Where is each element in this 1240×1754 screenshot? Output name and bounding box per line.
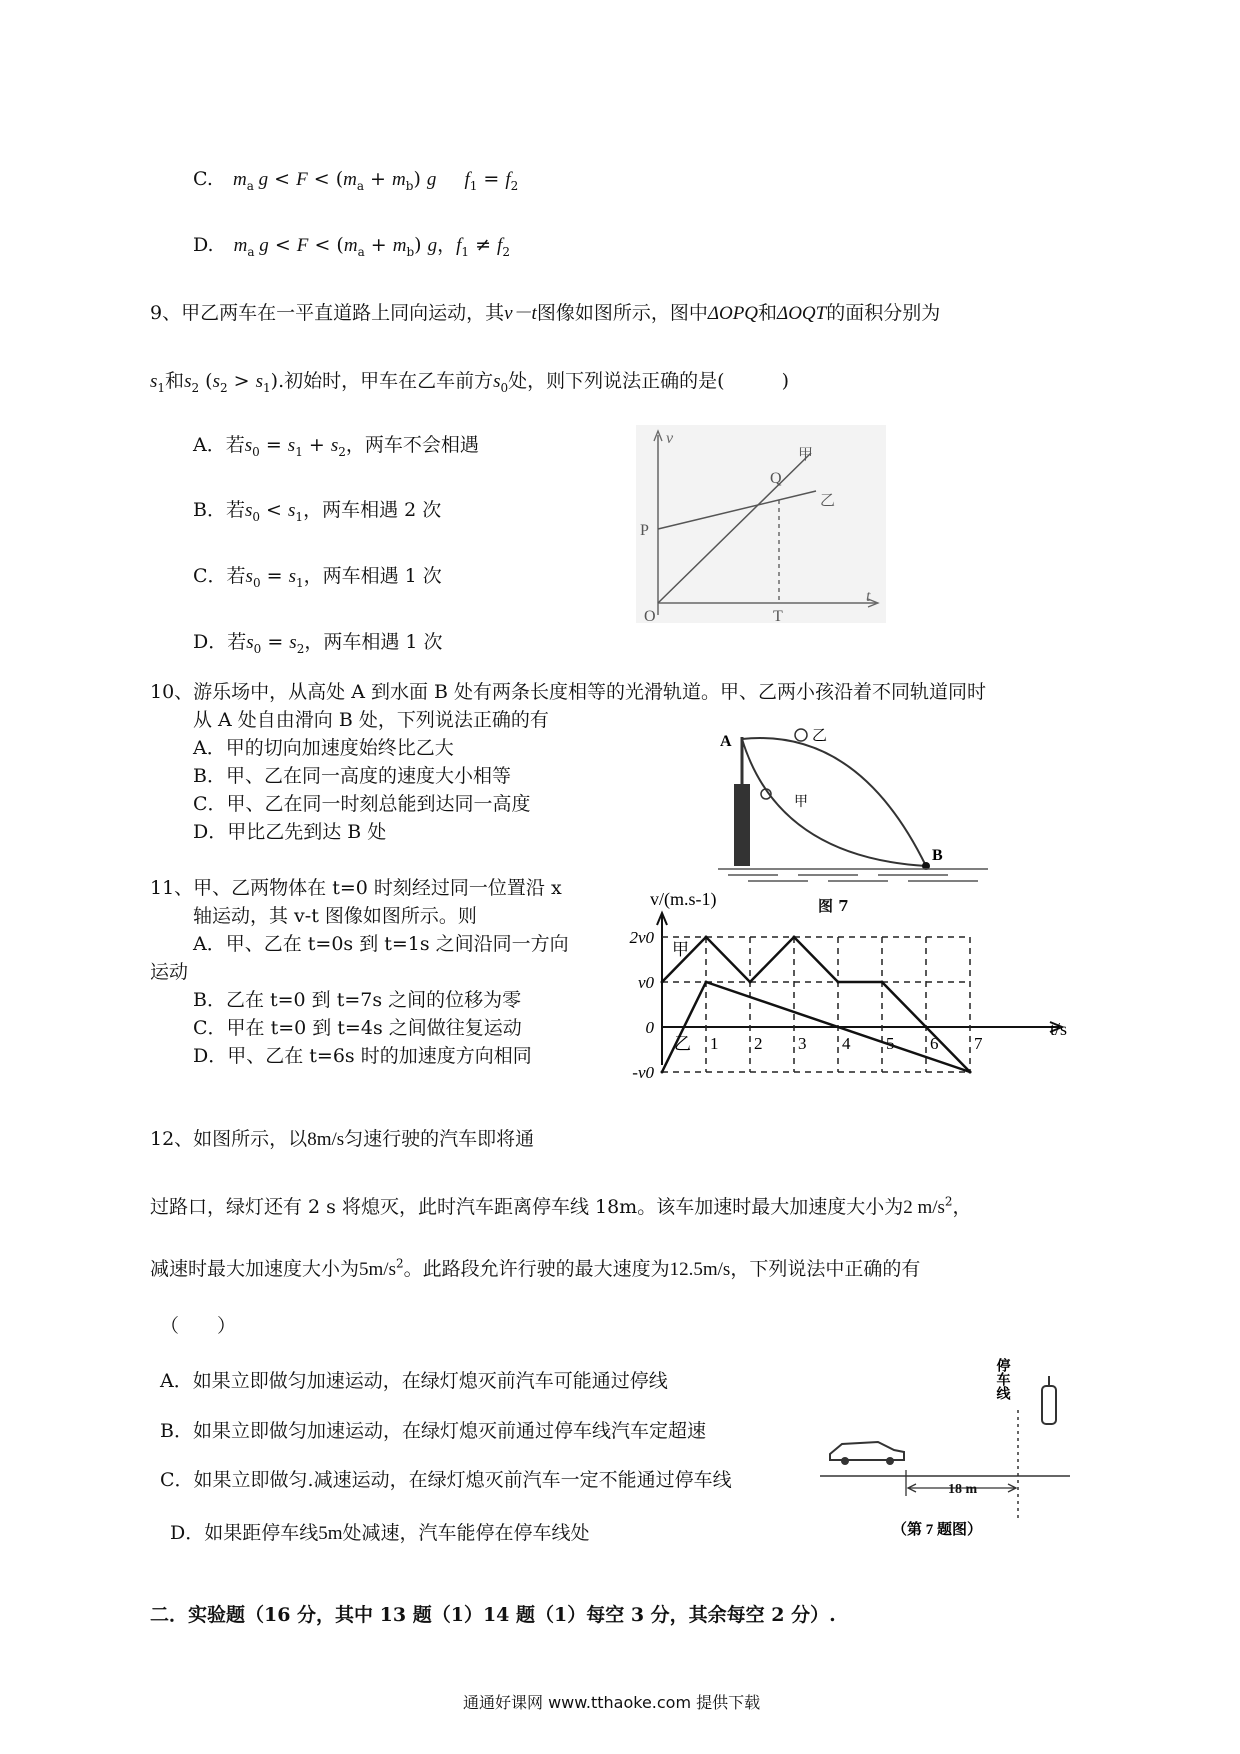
- data-point: [749, 981, 752, 984]
- series-line-jia: [662, 937, 970, 1072]
- label-p: P: [640, 522, 649, 539]
- data-point: [793, 936, 796, 939]
- stopline-label: 停车线: [994, 1358, 1010, 1400]
- q11-option-a-line1: A．甲、乙在 t=0s 到 t=1s 之间沿同一方向: [193, 933, 569, 955]
- x-tick-label: 2: [754, 1034, 763, 1053]
- q10-option-c: C．甲、乙在同一时刻总能到达同一高度: [193, 793, 531, 815]
- q12-option-b: B．如果立即做匀加速运动，在绿灯熄灭前通过停车线汽车定超速: [160, 1420, 706, 1442]
- data-point: [661, 1071, 664, 1074]
- car-icon: [830, 1442, 904, 1460]
- series-label-jia: 甲: [672, 940, 689, 959]
- page-footer: 通通好课网 www.tthaoke.com 提供下载: [463, 1693, 761, 1712]
- data-point: [969, 1071, 972, 1074]
- q10-stem-line1: 10、游乐场中，从高处 A 到水面 B 处有两条长度相等的光滑轨道。甲、乙两小孩沿着不同轨道同时: [150, 681, 987, 703]
- data-point: [881, 981, 884, 984]
- child-yi: [795, 729, 807, 741]
- x-axis-label: t/s: [1050, 1019, 1068, 1039]
- label-v: v: [666, 430, 674, 447]
- q10-slide-figure: [718, 722, 1000, 887]
- data-point: [705, 981, 708, 984]
- q9-option-d: D．若$s_0 = s_2$，两车相遇 1 次: [193, 631, 443, 656]
- label-yi: 乙: [820, 493, 836, 509]
- q9-stem-line2: $s_1$和$s_2$ $(s_2 > s_1)$.初始时，甲车在乙车前方$s_0$处，则下列说法正确的是( ): [150, 370, 789, 395]
- data-point: [661, 981, 664, 984]
- data-point: [705, 936, 708, 939]
- y-tick-label: 0: [645, 1018, 654, 1037]
- q11-stem-line2: 轴运动，其 v-t 图像如图所示。则: [193, 905, 477, 927]
- car-wheel-back: [886, 1457, 894, 1465]
- q12-stem-line3: 减速时最大加速度大小为$5m/s^2$。此路段允许行驶的最大速度为12.5m/s，下列说法中正确的有: [150, 1256, 921, 1280]
- q10-figure-caption: 图 7: [818, 897, 849, 915]
- label-jia: 甲: [798, 447, 814, 463]
- x-tick-label: 3: [798, 1034, 807, 1053]
- q11-option-b: B．乙在 t=0 到 t=7s 之间的位移为零: [193, 989, 522, 1011]
- y-tick-label: v0: [637, 973, 654, 992]
- q12-stem-line1: 12、如图所示，以8m/s匀速行驶的汽车即将通: [150, 1128, 535, 1150]
- label-tt: T: [773, 608, 783, 623]
- x-tick-label: 4: [842, 1034, 851, 1053]
- side-car: [1042, 1386, 1056, 1424]
- track-yi: [742, 738, 926, 866]
- q9-stem-line1: 9、甲乙两车在一平直道路上同向运动，其v－t图像如图所示，图中ΔOPQ和ΔOQT的面积分别为: [150, 302, 941, 324]
- label-b: B: [932, 847, 943, 864]
- q10-option-b: B．甲、乙在同一高度的速度大小相等: [193, 765, 511, 787]
- label-q: Q: [770, 470, 782, 487]
- q12-paren: （ ）: [160, 1315, 237, 1337]
- y-tick-label: -v0: [632, 1063, 654, 1082]
- q12-option-d: D．如果距停车线5m处减速，汽车能停在停车线处: [170, 1522, 590, 1544]
- q10-stem-line2: 从 A 处自由滑向 B 处，下列说法正确的有: [193, 709, 549, 731]
- label-jia: 甲: [794, 795, 808, 810]
- x-tick-label: 5: [886, 1034, 895, 1053]
- q9-option-a: A．若$s_0 = s_1 + s_2$，两车不会相遇: [193, 434, 479, 459]
- label-o: O: [644, 608, 656, 623]
- q9-option-b: B．若$s_0 < s_1$，两车相遇 2 次: [193, 499, 442, 524]
- y-tick-label: 2v0: [629, 928, 654, 947]
- q12-option-a: A．如果立即做匀加速运动，在绿灯熄灭前汽车可能通过停线: [160, 1370, 668, 1392]
- q9-vt-figure: [636, 425, 886, 623]
- distance-label: 18 m: [948, 1482, 978, 1497]
- y-axis-label: v/(m.s-1): [650, 889, 717, 909]
- q8-option-d: D. $m_a$ $g < F < (m_a + m_b)$ g，$f_1 \ne f_2$: [193, 234, 510, 259]
- label-t: t: [866, 588, 871, 605]
- q8-option-c: C. $m_a$ $g < F < (m_a + m_b)$ g $f_1 = f_2$: [193, 168, 519, 193]
- figure-background: [636, 425, 886, 623]
- q11-option-c: C．甲在 t=0 到 t=4s 之间做往复运动: [193, 1017, 522, 1039]
- data-point: [837, 981, 840, 984]
- q10-option-a: A．甲的切向加速度始终比乙大: [193, 737, 454, 759]
- figure-caption: （第 7 题图）: [892, 1522, 983, 1538]
- q12-option-c: C．如果立即做匀.减速运动，在绿灯熄灭前汽车一定不能通过停车线: [160, 1469, 732, 1491]
- q11-option-a-line2: 运动: [150, 961, 189, 983]
- q11-stem-line1: 11、甲、乙两物体在 t=0 时刻经过同一位置沿 x: [150, 877, 562, 899]
- car-wheel-front: [841, 1457, 849, 1465]
- q9-option-c: C．若$s_0 = s_1$，两车相遇 1 次: [193, 565, 442, 590]
- label-yi: 乙: [812, 728, 828, 744]
- q11-option-d: D．甲、乙在 t=6s 时的加速度方向相同: [193, 1045, 532, 1067]
- q12-road-figure: [820, 1340, 1080, 1560]
- x-tick-label: 7: [974, 1034, 983, 1053]
- label-a: A: [720, 733, 732, 750]
- q11-vt-chart: [610, 885, 1080, 1105]
- x-tick-label: 6: [930, 1034, 939, 1053]
- q10-option-d: D．甲比乙先到达 B 处: [193, 821, 387, 843]
- q12-stem-line2: 过路口，绿灯还有 2 s 将熄灭，此时汽车距离停车线 18m。该车加速时最大加速度大小为2 $m/s^2$，: [150, 1194, 972, 1218]
- water-surface: [718, 869, 988, 881]
- series-label-yi: 乙: [674, 1034, 691, 1054]
- section-2-heading: 二．实验题（16 分，其中 13 题（1）14 题（1）每空 3 分，其余每空 2 分）.: [150, 1604, 836, 1626]
- x-tick-label: 1: [710, 1034, 719, 1053]
